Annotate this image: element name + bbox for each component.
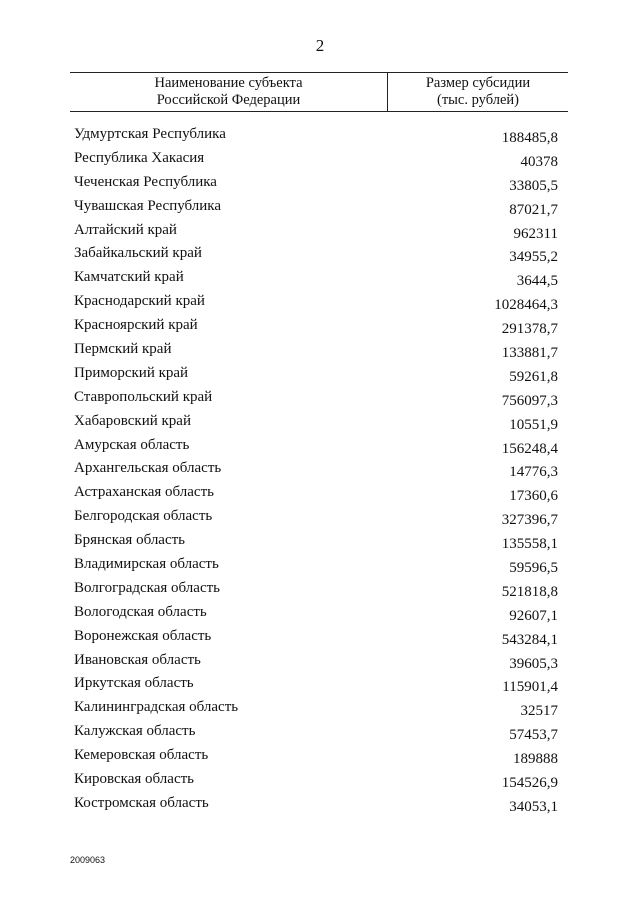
table-row <box>0 697 640 721</box>
region-name: Калужская область <box>74 723 196 740</box>
region-name: Калининградская область <box>74 699 239 716</box>
subsidy-value: 34955,2 <box>509 249 558 266</box>
region-name: Чувашская Республика <box>74 197 222 214</box>
region-name: Иркутская область <box>74 675 194 692</box>
subsidy-value: 521818,8 <box>501 583 558 600</box>
document-code: 2009063 <box>70 855 106 865</box>
region-name: Кировская область <box>74 771 195 788</box>
subsidy-value: 59261,8 <box>509 368 558 385</box>
region-name: Пермский край <box>74 341 172 358</box>
table-row <box>0 745 640 769</box>
region-name: Волгоградская область <box>74 579 220 596</box>
subsidy-value: 32517 <box>520 703 558 720</box>
subsidy-value: 135558,1 <box>501 536 558 553</box>
table-row <box>0 124 640 148</box>
table-row <box>0 458 640 482</box>
region-name: Астраханская область <box>74 484 214 501</box>
region-name: Ставропольский край <box>74 388 213 405</box>
subsidy-value: 291378,7 <box>501 321 558 338</box>
region-name: Воронежская область <box>74 627 212 644</box>
table-row <box>0 220 640 244</box>
subsidy-value: 327396,7 <box>501 512 558 529</box>
region-name: Приморский край <box>74 364 189 381</box>
subsidy-value: 59596,5 <box>509 560 558 577</box>
table-row <box>0 172 640 196</box>
table-row <box>0 506 640 530</box>
table-row <box>0 650 640 674</box>
table-row <box>0 363 640 387</box>
subsidy-value: 92607,1 <box>509 607 558 624</box>
subsidy-value: 40378 <box>520 153 558 170</box>
table-row <box>0 148 640 172</box>
table-row <box>0 602 640 626</box>
subsidy-value: 756097,3 <box>501 392 558 409</box>
subsidy-value: 14776,3 <box>509 464 558 481</box>
region-name: Алтайский край <box>74 221 177 238</box>
region-name: Камчатский край <box>74 269 184 286</box>
region-name: Республика Хакасия <box>74 149 205 166</box>
table-row <box>0 435 640 459</box>
subsidy-value: 33805,5 <box>509 177 558 194</box>
table-row <box>0 196 640 220</box>
region-name: Брянская область <box>74 532 186 549</box>
region-name: Забайкальский край <box>74 245 202 262</box>
region-name: Белгородская область <box>74 508 213 525</box>
table-row <box>0 673 640 697</box>
table-row <box>0 554 640 578</box>
header-region-name-line2: Российской Федерации <box>156 92 301 108</box>
table-body <box>0 124 640 817</box>
table-row <box>0 387 640 411</box>
region-name: Ивановская область <box>74 651 201 668</box>
region-name: Вологодская область <box>74 603 207 620</box>
region-name: Костромская область <box>74 794 209 811</box>
table-header <box>70 72 568 112</box>
header-subsidy-size <box>388 73 568 111</box>
subsidy-value: 543284,1 <box>501 631 558 648</box>
subsidy-value: 156248,4 <box>501 440 558 457</box>
region-name: Амурская область <box>74 436 190 453</box>
subsidy-value: 962311 <box>513 225 558 242</box>
header-subsidy-size-line2: (тыс. рублей) <box>437 92 519 108</box>
table-row <box>0 578 640 602</box>
subsidy-value: 1028464,3 <box>494 297 558 314</box>
table-row <box>0 626 640 650</box>
subsidy-value: 17360,6 <box>509 488 558 505</box>
table-row <box>0 267 640 291</box>
subsidy-value: 3644,5 <box>516 273 558 290</box>
region-name: Архангельская область <box>74 460 222 477</box>
header-region-name-line1: Наименование субъекта <box>154 75 303 91</box>
table-row <box>0 530 640 554</box>
region-name: Кемеровская область <box>74 747 209 764</box>
table-row <box>0 291 640 315</box>
subsidy-value: 115901,4 <box>502 679 558 696</box>
subsidy-value: 87021,7 <box>509 201 558 218</box>
region-name: Удмуртская Республика <box>74 126 226 142</box>
subsidy-value: 34053,1 <box>509 798 558 815</box>
region-name: Красноярский край <box>74 317 198 334</box>
subsidy-value: 10551,9 <box>509 416 558 433</box>
page-number: 2 <box>315 36 325 55</box>
region-name: Владимирская область <box>74 556 219 573</box>
table-row <box>0 769 640 793</box>
table-row <box>0 721 640 745</box>
region-name: Чеченская Республика <box>74 173 217 190</box>
subsidy-value: 189888 <box>513 751 558 768</box>
subsidy-value: 188485,8 <box>501 130 558 146</box>
table-row <box>0 315 640 339</box>
region-name: Краснодарский край <box>74 293 205 310</box>
header-subsidy-size-line1: Размер субсидии <box>425 75 531 91</box>
header-region-name <box>70 73 388 111</box>
subsidy-value: 133881,7 <box>501 345 558 362</box>
subsidy-value: 57453,7 <box>509 727 558 744</box>
subsidy-value: 154526,9 <box>501 775 558 792</box>
table-row <box>0 793 640 817</box>
table-row <box>0 339 640 363</box>
subsidy-value: 39605,3 <box>509 655 558 672</box>
table-row <box>0 411 640 435</box>
region-name: Хабаровский край <box>74 412 191 429</box>
table-row <box>0 243 640 267</box>
table-row <box>0 482 640 506</box>
